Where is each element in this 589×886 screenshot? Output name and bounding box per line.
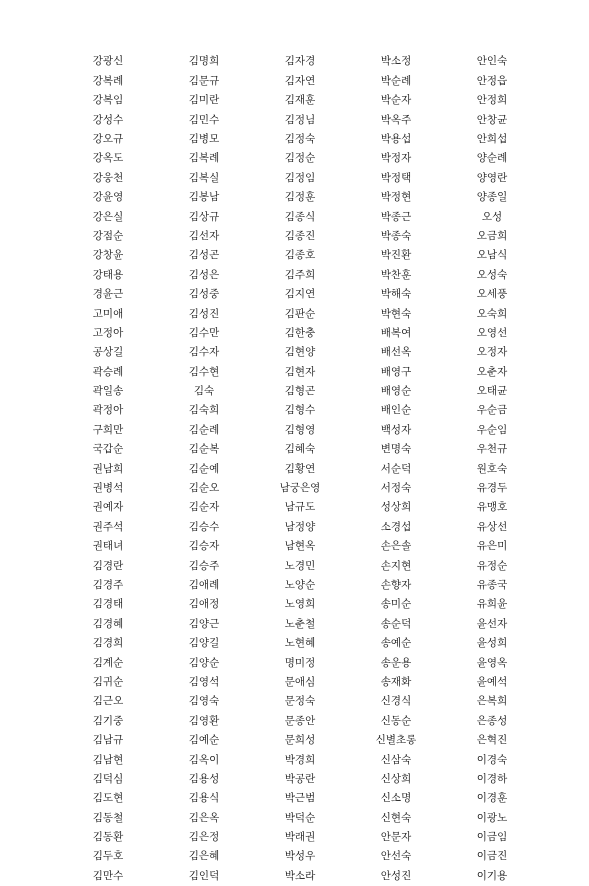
name-cell: 박찬훈: [380, 268, 412, 281]
name-cell: 안인숙: [476, 55, 508, 68]
name-cell: 김성중: [188, 288, 220, 301]
name-row: [60, 52, 540, 71]
name-row: [60, 866, 540, 885]
name-cell: 김경태: [92, 598, 124, 611]
name-cell: 박덕순: [284, 811, 316, 824]
name-cell: 권병석: [92, 482, 124, 495]
name-cell: 김양근: [188, 617, 220, 630]
name-cell: 김수만: [188, 326, 220, 339]
name-cell: 박성우: [284, 850, 316, 863]
name-cell: 이금임: [476, 831, 508, 844]
name-cell: 김덕심: [92, 772, 124, 785]
name-cell: 강윤영: [92, 191, 124, 204]
name-row: [60, 149, 540, 168]
name-row: [60, 808, 540, 827]
name-cell: 노양순: [284, 578, 316, 591]
name-cell: 윤영옥: [476, 656, 508, 669]
name-cell: 노영희: [284, 598, 316, 611]
name-cell: 김성진: [188, 307, 220, 320]
name-row: [60, 498, 540, 517]
name-cell: 박경희: [284, 753, 316, 766]
name-cell: 노경민: [284, 559, 316, 572]
name-cell: 박소라: [284, 869, 316, 882]
name-cell: 우순임: [476, 423, 508, 436]
name-cell: 강은실: [92, 210, 124, 223]
name-cell: 김수현: [188, 365, 220, 378]
name-cell: 경윤근: [92, 288, 124, 301]
name-cell: 김애정: [188, 598, 220, 611]
name-cell: 남정양: [284, 520, 316, 533]
name-cell: 김영석: [188, 675, 220, 688]
name-cell: 김승수: [188, 520, 220, 533]
name-cell: 김판순: [284, 307, 316, 320]
name-cell: 김형곤: [284, 385, 316, 398]
name-cell: 김숙희: [188, 404, 220, 417]
name-cell: 김종진: [284, 229, 316, 242]
name-row: [60, 479, 540, 498]
name-list: [60, 52, 540, 886]
name-cell: 배영순: [380, 385, 412, 398]
name-cell: 박현숙: [380, 307, 412, 320]
name-cell: 김경란: [92, 559, 124, 572]
name-cell: 김현자: [284, 365, 316, 378]
name-cell: 문정숙: [284, 695, 316, 708]
name-row: [60, 401, 540, 420]
name-cell: 이경숙: [476, 753, 508, 766]
name-row: [60, 130, 540, 149]
name-cell: 박정택: [380, 171, 412, 184]
name-cell: 박근범: [284, 792, 316, 805]
name-cell: 강성수: [92, 113, 124, 126]
name-cell: 김숙: [193, 385, 215, 398]
name-cell: 김순례: [188, 423, 220, 436]
name-cell: 박공란: [284, 772, 316, 785]
name-row: [60, 459, 540, 478]
name-cell: 남현옥: [284, 540, 316, 553]
name-cell: 김종식: [284, 210, 316, 223]
name-cell: 양순례: [476, 152, 508, 165]
name-cell: 원호숙: [476, 462, 508, 475]
name-cell: 문애심: [284, 675, 316, 688]
name-cell: 김은혜: [188, 850, 220, 863]
name-cell: 김경희: [92, 637, 124, 650]
name-cell: 김근오: [92, 695, 124, 708]
name-row: [60, 343, 540, 362]
name-cell: 김현양: [284, 346, 316, 359]
name-cell: 이광노: [476, 811, 508, 824]
name-cell: 유맹호: [476, 501, 508, 514]
name-row: [60, 673, 540, 692]
name-row: [60, 382, 540, 401]
name-cell: 김성곤: [188, 249, 220, 262]
name-cell: 배영구: [380, 365, 412, 378]
name-cell: 서순덕: [380, 462, 412, 475]
name-cell: 김만수: [92, 869, 124, 882]
name-cell: 오영선: [476, 326, 508, 339]
name-cell: 김승주: [188, 559, 220, 572]
name-cell: 고정아: [92, 326, 124, 339]
name-cell: 오금희: [476, 229, 508, 242]
name-cell: 오춘자: [476, 365, 508, 378]
name-cell: 김귀순: [92, 675, 124, 688]
name-cell: 김민수: [188, 113, 220, 126]
name-cell: 노현혜: [284, 637, 316, 650]
name-cell: 강복례: [92, 74, 124, 87]
name-cell: 김순자: [188, 501, 220, 514]
name-cell: 김두호: [92, 850, 124, 863]
name-cell: 김승자: [188, 540, 220, 553]
name-cell: 김자경: [284, 55, 316, 68]
name-cell: 권주석: [92, 520, 124, 533]
name-cell: 김양순: [188, 656, 220, 669]
name-cell: 안희섭: [476, 133, 508, 145]
name-cell: 구희만: [92, 423, 124, 436]
name-cell: 노춘철: [284, 617, 316, 630]
name-cell: 강태용: [92, 268, 124, 281]
name-row: [60, 188, 540, 207]
name-cell: 김미란: [188, 94, 220, 107]
name-row: [60, 110, 540, 129]
name-cell: 김경혜: [92, 617, 124, 630]
name-cell: 송미순: [380, 598, 412, 611]
name-cell: 배복여: [380, 326, 412, 339]
name-cell: 김정훈: [284, 191, 316, 204]
name-cell: 김혜숙: [284, 443, 316, 456]
name-row: [60, 847, 540, 866]
name-cell: 김문규: [188, 74, 220, 87]
name-cell: 안문자: [380, 831, 412, 844]
name-row: [60, 362, 540, 381]
name-cell: 권남희: [92, 462, 124, 475]
name-cell: 남규도: [284, 501, 316, 514]
name-cell: 송예순: [380, 637, 412, 650]
name-cell: 이경하: [476, 772, 508, 785]
name-cell: 양영란: [476, 171, 508, 184]
name-cell: 김병모: [188, 133, 220, 145]
name-cell: 박종근: [380, 210, 412, 223]
name-cell: 박종숙: [380, 229, 412, 242]
name-cell: 윤성희: [476, 637, 508, 650]
name-cell: 김순오: [188, 482, 220, 495]
name-row: [60, 595, 540, 614]
name-cell: 곽일송: [92, 385, 124, 398]
name-cell: 김정님: [284, 113, 316, 126]
name-cell: 김인덕: [188, 869, 220, 882]
name-cell: 배인순: [380, 404, 412, 417]
name-cell: 신별초롱: [375, 734, 417, 747]
name-row: [60, 517, 540, 536]
name-cell: 은종성: [476, 714, 508, 727]
name-cell: 신현숙: [380, 811, 412, 824]
name-cell: 김선자: [188, 229, 220, 242]
name-cell: 손은솔: [380, 540, 412, 553]
name-cell: 양종일: [476, 191, 508, 204]
name-cell: 곽정아: [92, 404, 124, 417]
name-cell: 김재훈: [284, 94, 316, 107]
name-cell: 강복임: [92, 94, 124, 107]
name-cell: 유정순: [476, 559, 508, 572]
name-cell: 안창균: [476, 113, 508, 126]
name-cell: 곽승례: [92, 365, 124, 378]
name-row: [60, 420, 540, 439]
name-cell: 우순금: [476, 404, 508, 417]
name-cell: 소경섭: [380, 520, 412, 533]
name-cell: 윤예석: [476, 675, 508, 688]
name-cell: 공상길: [92, 346, 124, 359]
name-cell: 김한충: [284, 326, 316, 339]
name-cell: 오남식: [476, 249, 508, 262]
name-cell: 김은정: [188, 831, 220, 844]
name-row: [60, 207, 540, 226]
name-cell: 김수자: [188, 346, 220, 359]
name-cell: 박옥주: [380, 113, 412, 126]
name-cell: 김기중: [92, 714, 124, 727]
name-row: [60, 227, 540, 246]
name-cell: 권예자: [92, 501, 124, 514]
name-cell: 고미애: [92, 307, 124, 320]
name-cell: 안정희: [476, 94, 508, 107]
name-cell: 신경식: [380, 695, 412, 708]
name-row: [60, 323, 540, 342]
name-cell: 은혁진: [476, 734, 508, 747]
name-cell: 김남규: [92, 734, 124, 747]
name-cell: 송순덕: [380, 617, 412, 630]
name-cell: 백성자: [380, 423, 412, 436]
name-cell: 안성진: [380, 869, 412, 882]
name-cell: 오정자: [476, 346, 508, 359]
name-cell: 성상희: [380, 501, 412, 514]
name-cell: 김지연: [284, 288, 316, 301]
name-cell: 김정숙: [284, 133, 316, 145]
name-cell: 박해숙: [380, 288, 412, 301]
name-cell: 은복희: [476, 695, 508, 708]
name-cell: 신상희: [380, 772, 412, 785]
name-cell: 김영환: [188, 714, 220, 727]
name-cell: 박정자: [380, 152, 412, 165]
name-cell: 김은옥: [188, 811, 220, 824]
name-cell: 김봉남: [188, 191, 220, 204]
name-cell: 배선옥: [380, 346, 412, 359]
name-cell: 문종안: [284, 714, 316, 727]
name-cell: 손지현: [380, 559, 412, 572]
name-cell: 안정읍: [476, 74, 508, 87]
name-cell: 김옥이: [188, 753, 220, 766]
name-cell: 김자연: [284, 74, 316, 87]
name-cell: 김순예: [188, 462, 220, 475]
name-row: [60, 304, 540, 323]
name-cell: 이경훈: [476, 792, 508, 805]
name-cell: 박소정: [380, 55, 412, 68]
name-cell: 문희성: [284, 734, 316, 747]
name-cell: 김형영: [284, 423, 316, 436]
name-cell: 김도현: [92, 792, 124, 805]
name-cell: 김복례: [188, 152, 220, 165]
name-cell: 강창윤: [92, 249, 124, 262]
name-cell: 김동철: [92, 811, 124, 824]
name-cell: 박순례: [380, 74, 412, 87]
name-cell: 김정임: [284, 171, 316, 184]
name-row: [60, 731, 540, 750]
name-cell: 김경주: [92, 578, 124, 591]
name-cell: 김양길: [188, 637, 220, 650]
name-row: [60, 285, 540, 304]
name-cell: 이금진: [476, 850, 508, 863]
name-cell: 유상선: [476, 520, 508, 533]
name-cell: 김동환: [92, 831, 124, 844]
name-cell: 서정숙: [380, 482, 412, 495]
name-cell: 김용성: [188, 772, 220, 785]
name-cell: 김형수: [284, 404, 316, 417]
name-cell: 강웅천: [92, 171, 124, 184]
name-cell: 김명희: [188, 55, 220, 68]
name-cell: 박정현: [380, 191, 412, 204]
name-cell: 김상규: [188, 210, 220, 223]
name-cell: 신동순: [380, 714, 412, 727]
name-cell: 우천규: [476, 443, 508, 456]
name-row: [60, 246, 540, 265]
name-cell: 김순복: [188, 443, 220, 456]
name-cell: 윤선자: [476, 617, 508, 630]
name-cell: 신삼숙: [380, 753, 412, 766]
name-cell: 권태녀: [92, 540, 124, 553]
name-row: [60, 750, 540, 769]
name-row: [60, 634, 540, 653]
name-cell: 송운용: [380, 656, 412, 669]
name-cell: 강오규: [92, 133, 124, 145]
name-cell: 김계순: [92, 656, 124, 669]
name-cell: 김황연: [284, 462, 316, 475]
name-row: [60, 828, 540, 847]
name-cell: 강점순: [92, 229, 124, 242]
name-row: [60, 265, 540, 284]
name-cell: 박래권: [284, 831, 316, 844]
name-row: [60, 576, 540, 595]
name-cell: 오성: [481, 210, 503, 223]
name-row: [60, 440, 540, 459]
name-cell: 이기용: [476, 869, 508, 882]
name-cell: 김주희: [284, 268, 316, 281]
name-cell: 김성은: [188, 268, 220, 281]
name-cell: 강옥도: [92, 152, 124, 165]
name-cell: 유은미: [476, 540, 508, 553]
name-row: [60, 789, 540, 808]
name-cell: 김예순: [188, 734, 220, 747]
name-cell: 유경두: [476, 482, 508, 495]
name-cell: 김애례: [188, 578, 220, 591]
name-cell: 변명숙: [380, 443, 412, 456]
name-cell: 신소명: [380, 792, 412, 805]
name-cell: 박진환: [380, 249, 412, 262]
name-cell: 김영숙: [188, 695, 220, 708]
name-row: [60, 91, 540, 110]
name-cell: 송재화: [380, 675, 412, 688]
name-cell: 유희윤: [476, 598, 508, 611]
name-cell: 김용식: [188, 792, 220, 805]
name-cell: 강광신: [92, 55, 124, 68]
name-row: [60, 692, 540, 711]
name-cell: 오성숙: [476, 268, 508, 281]
name-cell: 김남현: [92, 753, 124, 766]
name-row: [60, 537, 540, 556]
name-cell: 오숙희: [476, 307, 508, 320]
name-cell: 안선숙: [380, 850, 412, 863]
name-cell: 김종호: [284, 249, 316, 262]
name-row: [60, 71, 540, 90]
name-row: [60, 168, 540, 187]
name-cell: 김정순: [284, 152, 316, 165]
name-cell: 국갑순: [92, 443, 124, 456]
name-cell: 명미정: [284, 656, 316, 669]
name-cell: 박용섭: [380, 133, 412, 145]
name-cell: 유종국: [476, 578, 508, 591]
name-cell: 오태균: [476, 385, 508, 398]
name-row: [60, 614, 540, 633]
name-cell: 손향자: [380, 578, 412, 591]
name-row: [60, 653, 540, 672]
name-row: [60, 769, 540, 788]
name-cell: 박순자: [380, 94, 412, 107]
name-cell: 남궁은영: [279, 482, 321, 495]
name-cell: 오세풍: [476, 288, 508, 301]
name-cell: 김복실: [188, 171, 220, 184]
name-row: [60, 711, 540, 730]
name-row: [60, 556, 540, 575]
